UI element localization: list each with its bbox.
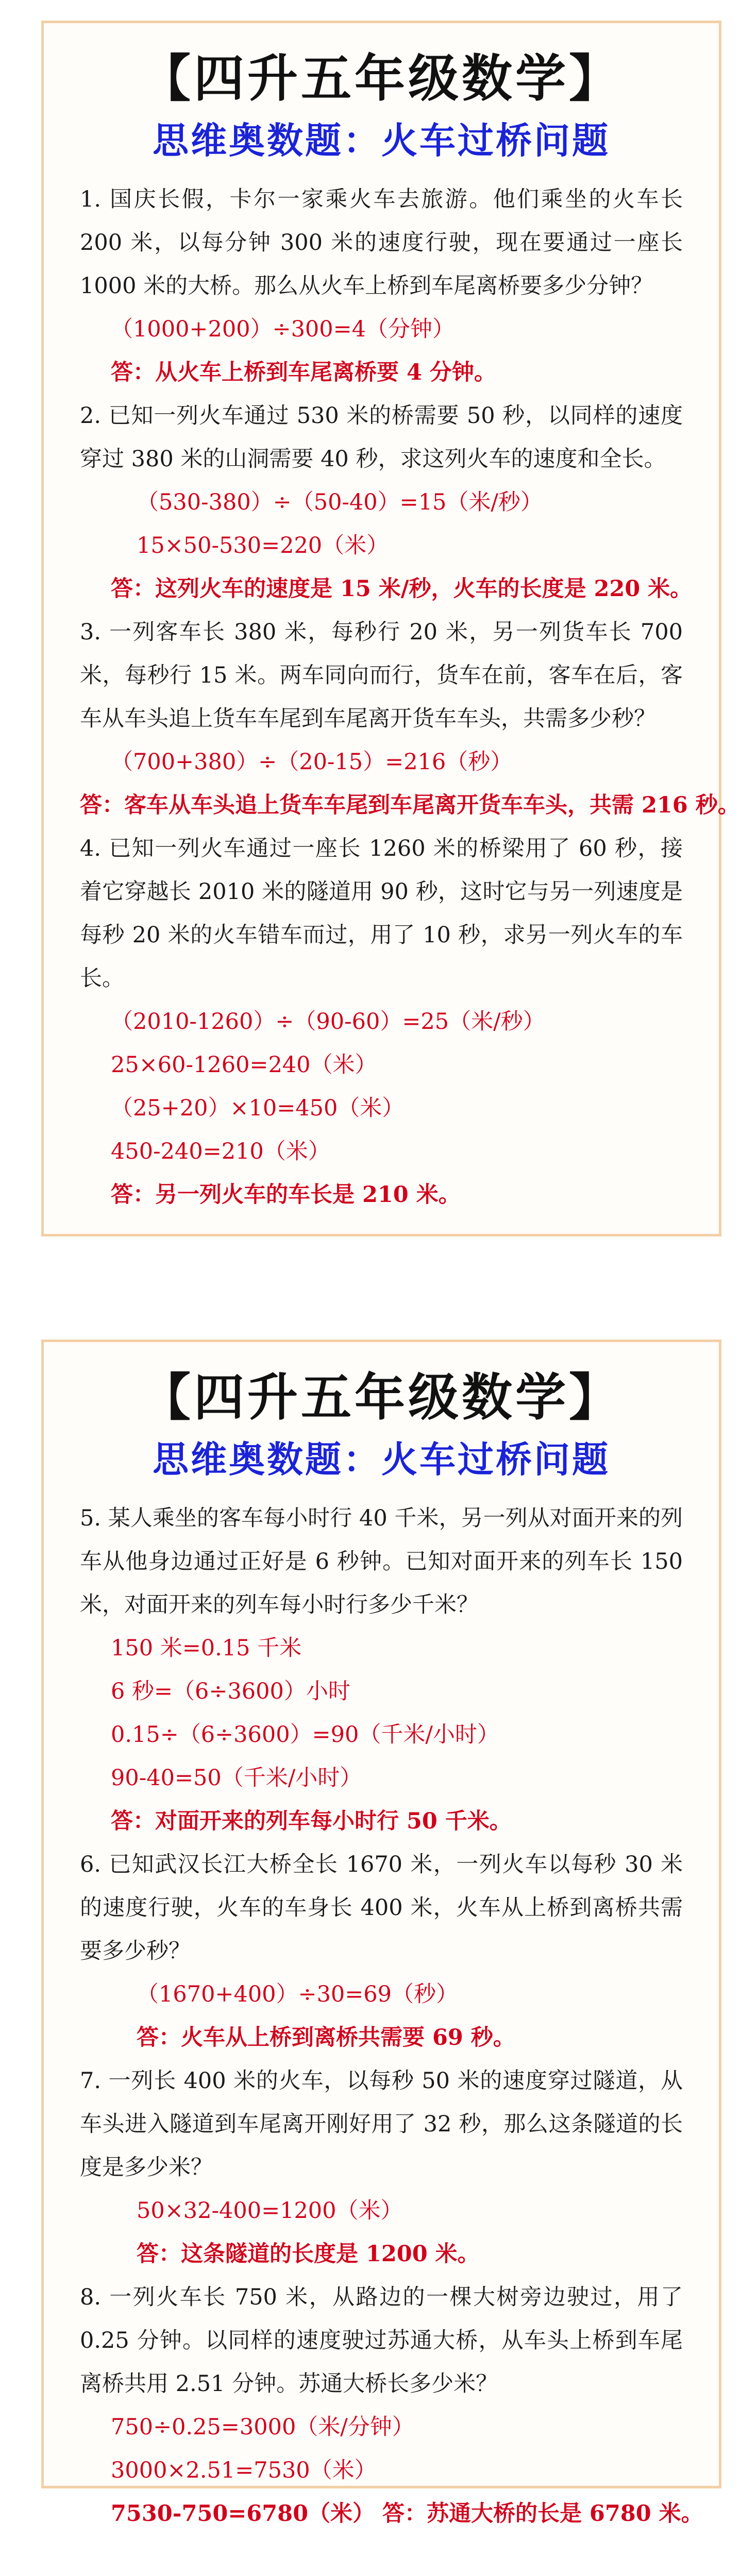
problem-2-text: 2. 已知一列火车通过 530 米的桥需要 50 秒，以同样的速度穿过 380 米的山洞需要 40 秒，求这列火车的速度和全长。: [80, 402, 683, 472]
problem-4-step: （25+20）×10=450（米）: [111, 1095, 405, 1121]
page: [21, 21, 740, 2576]
worksheet-subtitle: 思维奥数题：火车过桥问题: [153, 1438, 610, 1481]
problem-2-step: 15×50-530=220（米）: [137, 532, 389, 558]
problem-5-answer: 答：对面开来的列车每小时行 50 千米。: [111, 1808, 512, 1834]
problem-6-answer: 答：火车从上桥到离桥共需要 69 秒。: [137, 2024, 515, 2050]
problem-7-text: 7. 一列长 400 米的火车，以每秒 50 米的速度穿过隧道，从车头进入隧道到车尾离开刚好用了 32 秒，那么这条隧道的长度是多少米？: [80, 2067, 683, 2180]
problem-2-answer: 答：这列火车的速度是 15 米/秒，火车的长度是 220 米。: [111, 575, 693, 602]
worksheet-title: 【四升五年级数学】: [140, 49, 623, 108]
problem-1-step: （1000+200）÷300=4（分钟）: [111, 316, 455, 342]
problem-5-step: 90-40=50（千米/小时）: [111, 1765, 362, 1791]
problem-1-answer: 答：从火车上桥到车尾离桥要 4 分钟。: [111, 359, 496, 385]
problem-4-text: 4. 已知一列火车通过一座长 1260 米的桥梁用了 60 秒，接着它穿越长 2010 米的隧道用 90 秒，这时它与另一列速度是每秒 20 米的火车错车而过，用了 10 秒，求另一列火车的车长。: [80, 835, 683, 991]
problem-5-text: 5. 某人乘坐的客车每小时行 40 千米，另一列从对面开来的列车从他身边通过正好是 6 秒钟。已知对面开来的列车长 150 米，对面开来的列车每小时行多少千米？: [80, 1505, 683, 1618]
problem-7-answer: 答：这条隧道的长度是 1200 米。: [137, 2241, 480, 2267]
problem-5-step: 0.15÷（6÷3600）=90（千米/小时）: [111, 1721, 499, 1748]
problem-8-text: 8. 一列火车长 750 米，从路边的一棵大树旁边驶过，用了 0.25 分钟。以同样的速度驶过苏通大桥，从车头上桥到车尾离桥共用 2.51 分钟。苏通大桥长多少米？: [80, 2284, 683, 2397]
worksheet-subtitle: 思维奥数题：火车过桥问题: [153, 119, 610, 162]
problem-6-step: （1670+400）÷30=69（秒）: [137, 1981, 459, 2007]
problem-3-step: （700+380）÷（20-15）=216（秒）: [111, 749, 513, 775]
worksheet-card-2: [41, 1340, 721, 2527]
problem-7-step: 50×32-400=1200（米）: [137, 2197, 403, 2224]
problem-1-text: 1. 国庆长假，卡尔一家乘火车去旅游。他们乘坐的火车长 200 米，以每分钟 300 米的速度行驶，现在要通过一座长 1000 米的大桥。那么从火车上桥到车尾离桥要多少分钟？: [80, 186, 683, 299]
problem-3-answer: 答：客车从车头追上货车车尾到车尾离开货车车头，共需 216 秒。: [80, 792, 740, 818]
problem-5-step: 150 米=0.15 千米: [111, 1635, 302, 1661]
problem-8-step: 750÷0.25=3000（米/分钟）: [111, 2414, 414, 2440]
problem-2-step: （530-380）÷（50-40）=15（米/秒）: [137, 489, 543, 515]
worksheet-title: 【四升五年级数学】: [140, 1368, 623, 1427]
problem-5-step: 6 秒=（6÷3600）小时: [111, 1678, 350, 1704]
problem-4-step: （2010-1260）÷（90-60）=25（米/秒）: [111, 1008, 545, 1035]
problem-8-step: 3000×2.51=7530（米）: [111, 2457, 377, 2483]
problem-4-step: 25×60-1260=240（米）: [111, 1052, 377, 1078]
problem-4-answer: 答：另一列火车的车长是 210 米。: [111, 1181, 461, 1208]
worksheet-card-1: [41, 21, 740, 1236]
problem-3-text: 3. 一列客车长 380 米，每秒行 20 米，另一列货车长 700 米，每秒行 15 米。两车同向而行，货车在前，客车在后，客车从车头追上货车车尾到车尾离开货车车头，共需多少秒？: [80, 619, 683, 732]
problem-4-step: 450-240=210（米）: [111, 1138, 330, 1164]
problem-6-text: 6. 已知武汉长江大桥全长 1670 米，一列火车以每秒 30 米的速度行驶，火车的车身长 400 米，火车从上桥到离桥共需要多少秒？: [80, 1851, 683, 1964]
problem-8-final: 7530-750=6780（米） 答：苏通大桥的长是 6780 米。: [111, 2500, 703, 2527]
